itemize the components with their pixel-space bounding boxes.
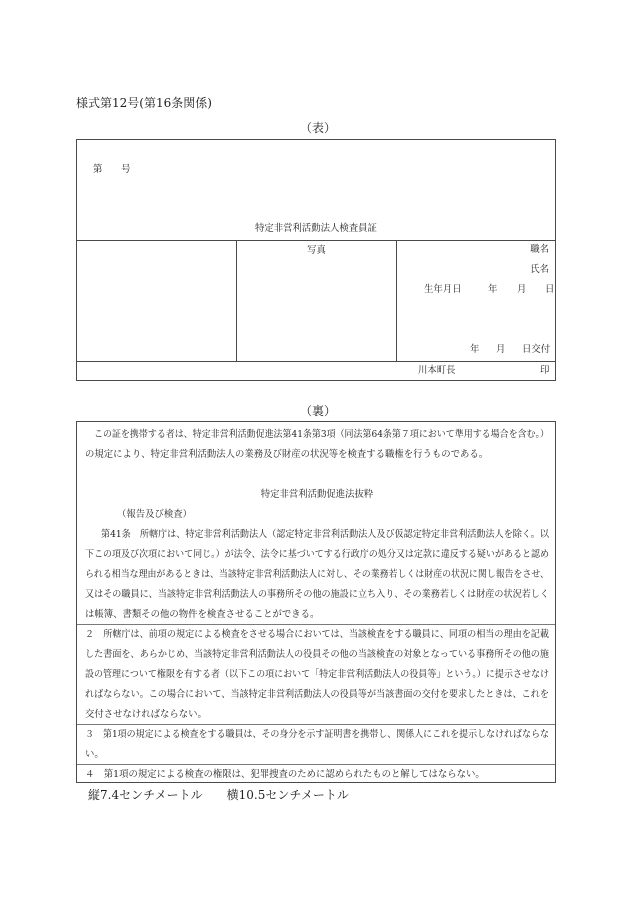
article-paragraph: [77, 625, 555, 725]
paragraph-line: [77, 645, 555, 665]
paragraph-line-text: 設の管理について権限を有する者（以下この項において「特定非営利活動法人の役員等」という。）に提示させなけ: [85, 669, 549, 680]
excerpt-title: [77, 485, 555, 505]
paragraph-line-text: ４ 第1項の規定による検査の権限は、犯罪捜査のために認められたものと解してはならない。: [85, 769, 485, 780]
paragraph-line: [77, 545, 555, 565]
paragraph-line-text: 又はその職員に、当該特定非営利活動法人の事務所その他の施設に立ち入り、その業務若しくは財産の状況若しく: [85, 589, 549, 600]
paragraph-line: [77, 745, 555, 765]
seal-mark: 印: [540, 365, 550, 376]
paragraph-line: [77, 765, 555, 783]
card-size-note: 縦7.4センチメートル 横10.5センチメートル: [88, 788, 349, 802]
paragraph-line: [77, 585, 555, 605]
blank-line: [77, 465, 555, 485]
paragraph-line: [77, 525, 555, 545]
article-paragraph: [77, 725, 555, 765]
paragraph-line-text: ２ 所轄庁は、前項の規定による検査をさせる場合においては、当該検査をする職員に、同項の相当の理由を記載: [85, 629, 549, 640]
paragraph-line: [77, 565, 555, 585]
paragraph-line-text: ればならない。この場合において、当該特定非営利活動法人の役員等が当該書面の交付を要求したときは、これを: [85, 689, 549, 700]
paragraph-line-text: は帳簿、書類その他の物件を検査させることができる。: [85, 609, 320, 620]
photo-area: [236, 241, 397, 361]
intro-line-text: の規定により、特定非営利活動法人の業務及び財産の状況等を検査する職権を行うものである。: [85, 449, 489, 460]
article-paragraph: [77, 525, 555, 625]
paragraph-line-text: られる相当な理由があるときは、当該特定非営利活動法人に対し、その業務若しくは財産の状況に関し報告をさせ、: [85, 569, 549, 580]
issuer-label: 川本町長: [418, 365, 456, 376]
blank-column: [77, 241, 236, 361]
issue-day-label: 日交付: [522, 344, 551, 355]
section-caption: [77, 505, 555, 525]
intro-line-text: この証を携帯する者は、特定非営利活動促進法第41条第3項（同法第64条第７項において準用する場合を含む。）: [94, 429, 549, 440]
excerpt-title-text: 特定非営利活動促進法抜粋: [260, 489, 374, 500]
paragraph-line: [77, 705, 555, 725]
inspector-card-back: [76, 421, 556, 783]
back-side-heading: （裏）: [299, 404, 336, 418]
card-body-row: [77, 240, 555, 362]
form-number: 様式第12号(第16条関係): [76, 96, 212, 110]
issue-month-label: 月: [496, 344, 506, 355]
paragraph-line: [77, 625, 555, 645]
holder-info-column: [397, 241, 555, 361]
paragraph-line-text: 下この項及び次項において同じ。）が法令、法令に基づいてする行政庁の処分又は定款に違反する疑いがあると認め: [85, 549, 549, 560]
issue-year-label: 年: [470, 344, 480, 355]
card-number-label: 第 号: [93, 164, 131, 175]
birth-month-label: 月: [517, 284, 527, 295]
section-caption-text: （報告及び検査）: [117, 509, 193, 520]
paragraph-line: [77, 665, 555, 685]
card-title: 特定非営利活動法人検査員証: [255, 223, 377, 234]
intro-line: [77, 425, 555, 445]
paragraph-line: [77, 725, 555, 745]
photo-label: 写真: [307, 245, 326, 256]
job-title-label: 職名: [530, 244, 549, 255]
inspector-card-front: [76, 139, 556, 381]
paragraph-line-text: した書面を、あらかじめ、当該特定非営利活動法人の役員その他の当該検査の対象となっている事務所その他の施: [85, 649, 549, 660]
paragraph-line-text: 第41条 所轄庁は、特定非営利活動法人（認定特定非営利活動法人及び仮認定特定非営利活動法人を除く。以: [101, 529, 549, 540]
paragraph-line-text: ３ 第1項の規定による検査をする職員は、その身分を示す証明書を携帯し、関係人にこれを提示しなければならな: [85, 729, 549, 740]
paragraph-line-text: 交付させなければならない。: [85, 709, 207, 720]
birth-year-label: 年: [488, 284, 498, 295]
birth-day-label: 日: [545, 284, 555, 295]
birth-date-label: 生年月日: [424, 284, 462, 295]
front-side-heading: （表）: [299, 121, 336, 135]
paragraph-line: [77, 685, 555, 705]
paragraph-line-text: い。: [85, 749, 104, 760]
article-paragraph: [77, 765, 555, 783]
name-label: 氏名: [530, 264, 549, 275]
paragraph-line: [77, 605, 555, 625]
intro-line: [77, 445, 555, 465]
